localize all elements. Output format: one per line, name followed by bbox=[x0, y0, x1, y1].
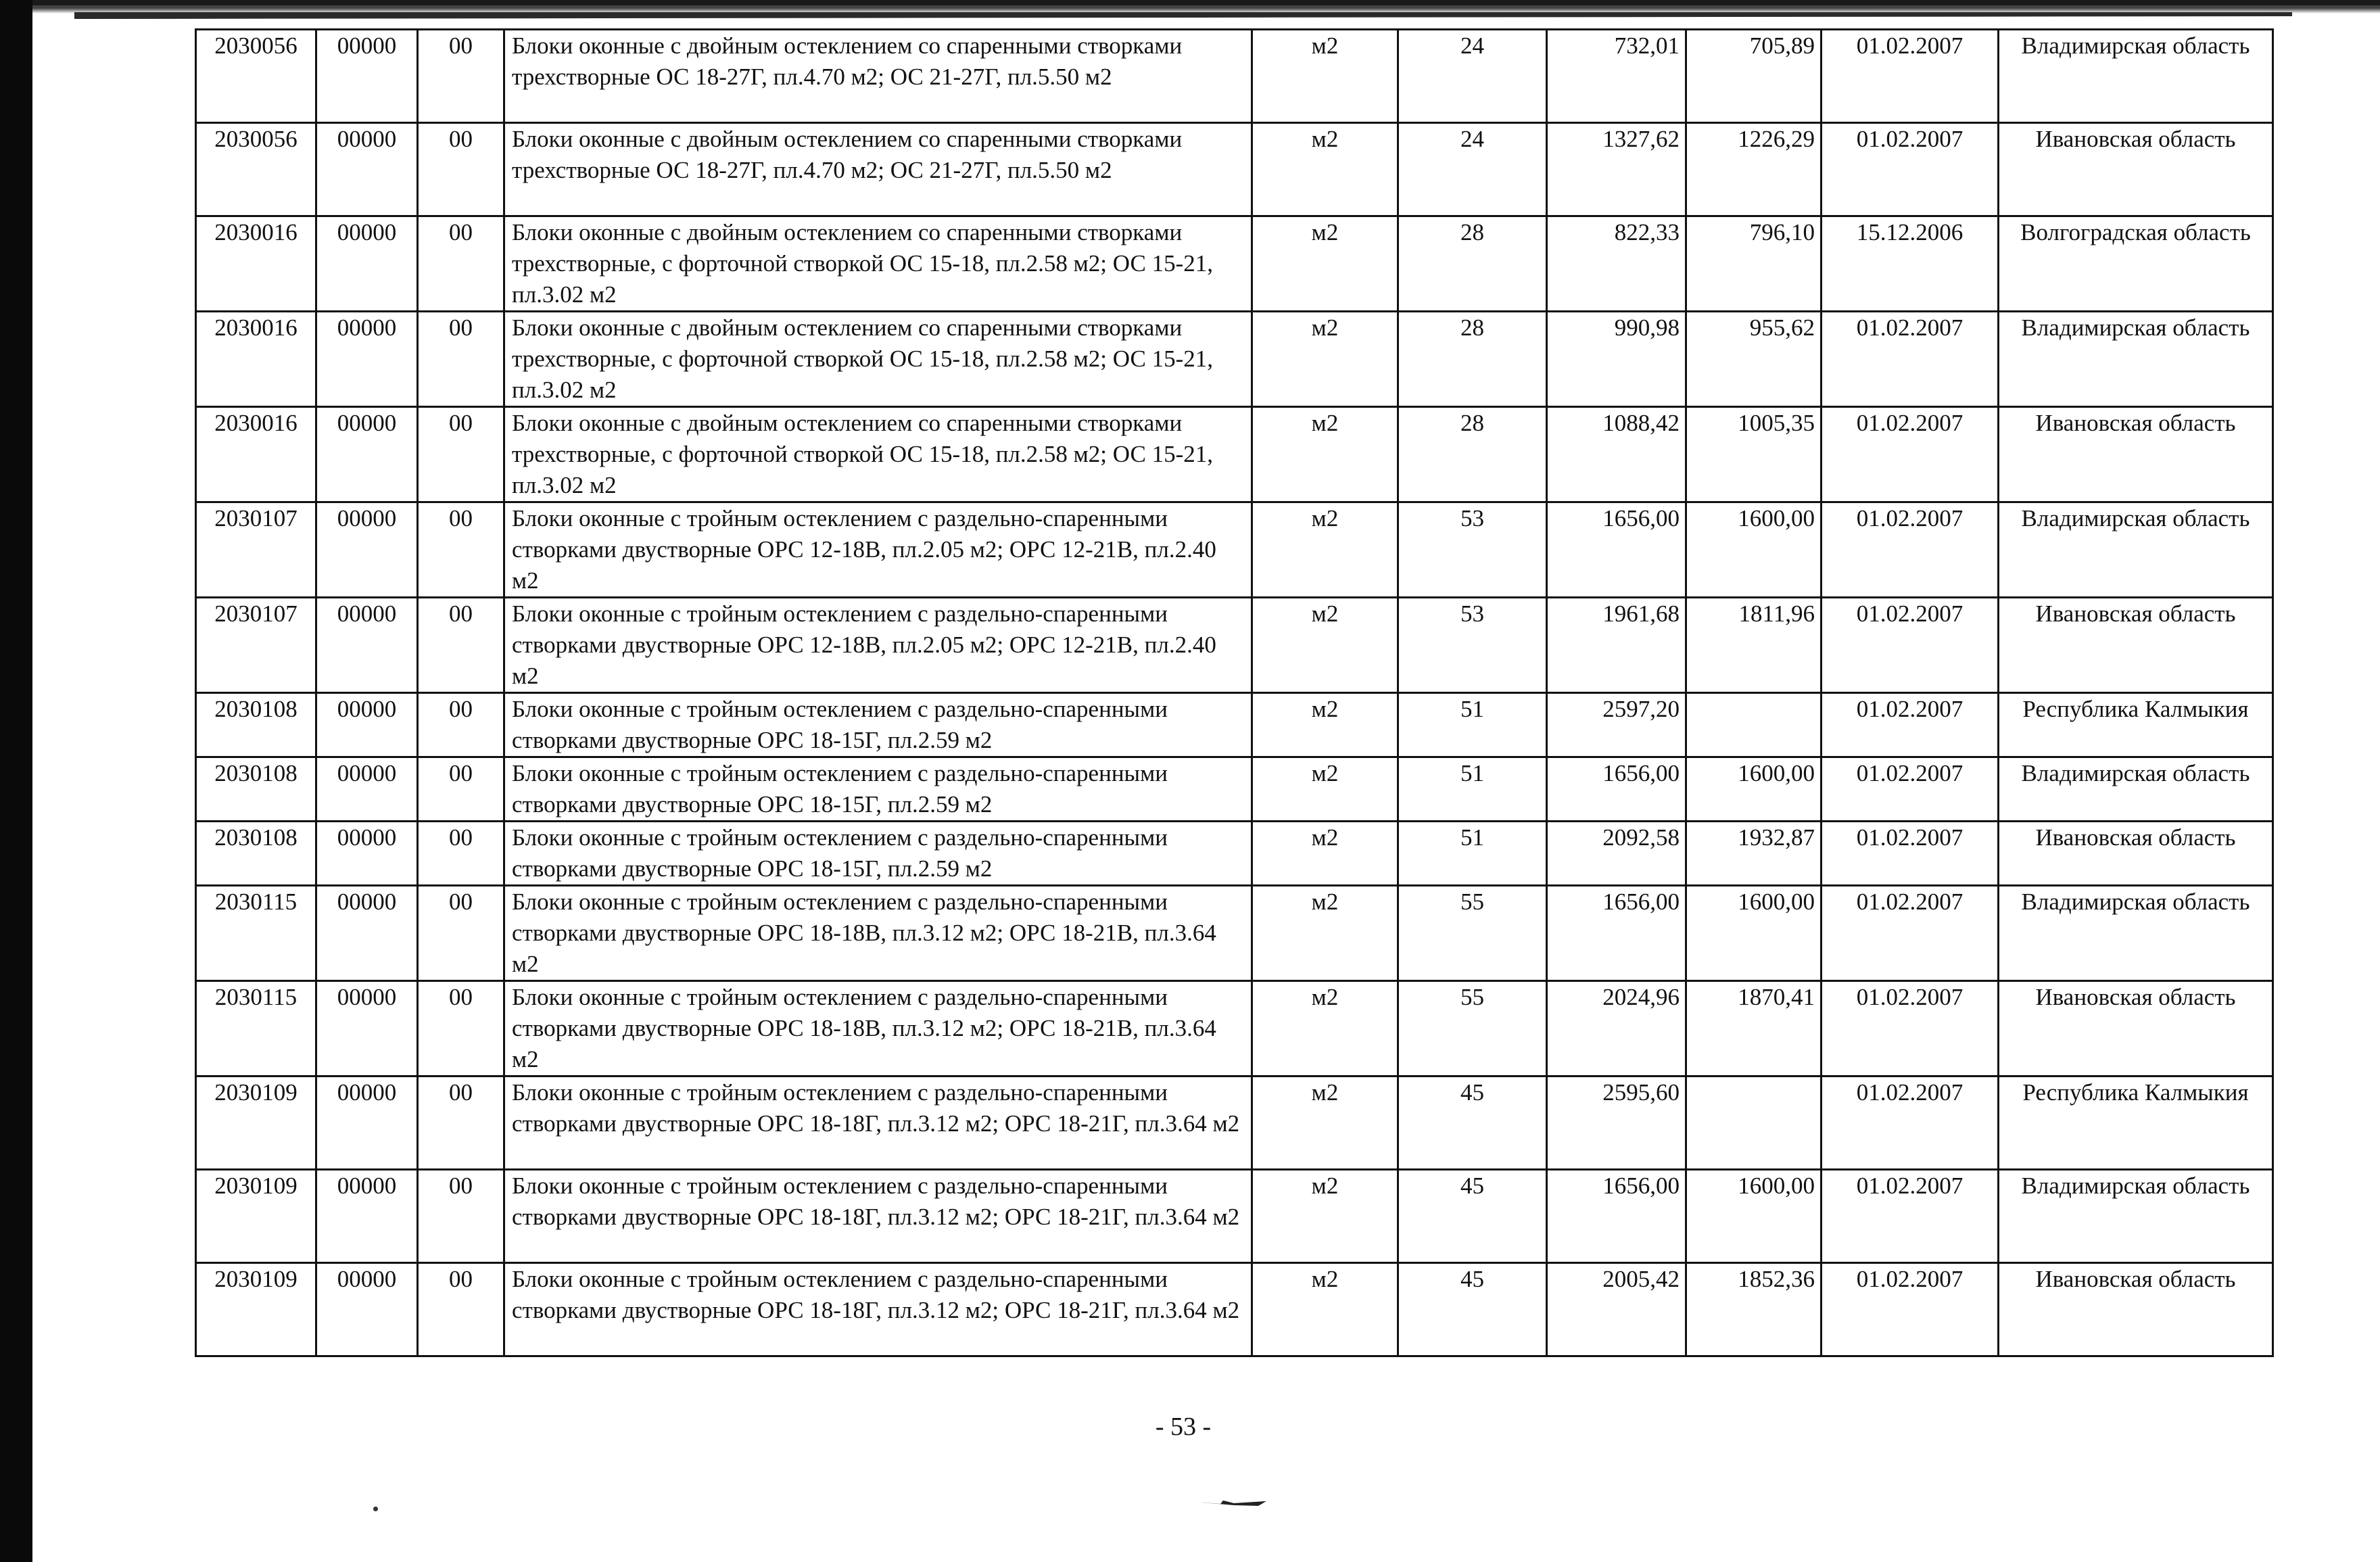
price-excl-cell bbox=[1686, 693, 1822, 757]
scan-artifact-dot bbox=[373, 1507, 378, 1511]
region-cell: Республика Калмыкия bbox=[1999, 1076, 2273, 1170]
item-code-cell: 2030016 bbox=[196, 312, 316, 407]
price-excl-cell: 796,10 bbox=[1686, 216, 1822, 312]
region-cell: Владимирская область bbox=[1999, 1170, 2273, 1263]
region-cell: Владимирская область bbox=[1999, 502, 2273, 598]
item-code-cell: 2030115 bbox=[196, 981, 316, 1076]
price-cell: 1656,00 bbox=[1547, 886, 1686, 981]
unit-cell: м2 bbox=[1252, 30, 1398, 123]
description-cell: Блоки оконные с двойным остеклением со спаренными створками трехстворные ОС 18-27Г, пл.4.70 м2; ОС 21-27Г, пл.5.50 м2 bbox=[504, 30, 1252, 123]
price-excl-cell: 705,89 bbox=[1686, 30, 1822, 123]
item-code-cell: 2030016 bbox=[196, 407, 316, 502]
description-cell: Блоки оконные с двойным остеклением со спаренными створками трехстворные, с форточной створкой ОС 15-18, пл.2.58 м2; ОС 15-21, пл.3.02 м2 bbox=[504, 216, 1252, 312]
region-cell: Ивановская область bbox=[1999, 981, 2273, 1076]
description-cell: Блоки оконные с двойным остеклением со спаренными створками трехстворные, с форточной створкой ОС 15-18, пл.2.58 м2; ОС 15-21, пл.3.02 м2 bbox=[504, 312, 1252, 407]
date-cell: 01.02.2007 bbox=[1822, 886, 1999, 981]
group-code-cell: 00 bbox=[418, 407, 504, 502]
description-cell: Блоки оконные с тройным остеклением с раздельно-спаренными створками двустворные ОРС 18-18В, пл.3.12 м2; ОРС 18-21В, пл.3.64 м2 bbox=[504, 981, 1252, 1076]
table-row bbox=[196, 981, 2273, 1076]
unit-cell: м2 bbox=[1252, 822, 1398, 886]
sub-code-cell: 00000 bbox=[316, 407, 418, 502]
quantity-cell: 45 bbox=[1398, 1076, 1547, 1170]
scan-artifact-mark bbox=[1193, 1498, 1268, 1507]
group-code-cell: 00 bbox=[418, 757, 504, 822]
unit-cell: м2 bbox=[1252, 216, 1398, 312]
price-cell: 1656,00 bbox=[1547, 757, 1686, 822]
table-row bbox=[196, 30, 2273, 123]
sub-code-cell: 00000 bbox=[316, 981, 418, 1076]
table-row bbox=[196, 1170, 2273, 1263]
table-row bbox=[196, 312, 2273, 407]
table-row bbox=[196, 886, 2273, 981]
group-code-cell: 00 bbox=[418, 1170, 504, 1263]
region-cell: Владимирская область bbox=[1999, 30, 2273, 123]
sub-code-cell: 00000 bbox=[316, 123, 418, 216]
date-cell: 15.12.2006 bbox=[1822, 216, 1999, 312]
price-excl-cell: 1600,00 bbox=[1686, 1170, 1822, 1263]
price-excl-cell: 1811,96 bbox=[1686, 598, 1822, 693]
price-cell: 822,33 bbox=[1547, 216, 1686, 312]
unit-cell: м2 bbox=[1252, 123, 1398, 216]
unit-cell: м2 bbox=[1252, 757, 1398, 822]
date-cell: 01.02.2007 bbox=[1822, 757, 1999, 822]
item-code-cell: 2030109 bbox=[196, 1263, 316, 1356]
group-code-cell: 00 bbox=[418, 123, 504, 216]
table-row bbox=[196, 407, 2273, 502]
table-row bbox=[196, 502, 2273, 598]
description-cell: Блоки оконные с тройным остеклением с раздельно-спаренными створками двустворные ОРС 12-18В, пл.2.05 м2; ОРС 12-21В, пл.2.40 м2 bbox=[504, 502, 1252, 598]
page-number: - 53 - bbox=[1155, 1413, 1212, 1441]
region-cell: Ивановская область bbox=[1999, 123, 2273, 216]
item-code-cell: 2030056 bbox=[196, 123, 316, 216]
unit-cell: м2 bbox=[1252, 693, 1398, 757]
price-excl-cell: 1600,00 bbox=[1686, 757, 1822, 822]
description-cell: Блоки оконные с тройным остеклением с раздельно-спаренными створками двустворные ОРС 18-15Г, пл.2.59 м2 bbox=[504, 693, 1252, 757]
unit-cell: м2 bbox=[1252, 1076, 1398, 1170]
quantity-cell: 53 bbox=[1398, 502, 1547, 598]
group-code-cell: 00 bbox=[418, 822, 504, 886]
price-table bbox=[195, 28, 2274, 1357]
quantity-cell: 55 bbox=[1398, 886, 1547, 981]
item-code-cell: 2030108 bbox=[196, 693, 316, 757]
region-cell: Владимирская область bbox=[1999, 886, 2273, 981]
group-code-cell: 00 bbox=[418, 886, 504, 981]
table-row bbox=[196, 1076, 2273, 1170]
sub-code-cell: 00000 bbox=[316, 886, 418, 981]
group-code-cell: 00 bbox=[418, 1076, 504, 1170]
date-cell: 01.02.2007 bbox=[1822, 598, 1999, 693]
date-cell: 01.02.2007 bbox=[1822, 822, 1999, 886]
price-excl-cell: 1852,36 bbox=[1686, 1263, 1822, 1356]
group-code-cell: 00 bbox=[418, 598, 504, 693]
group-code-cell: 00 bbox=[418, 981, 504, 1076]
region-cell: Ивановская область bbox=[1999, 407, 2273, 502]
sub-code-cell: 00000 bbox=[316, 1076, 418, 1170]
table-row bbox=[196, 1263, 2273, 1356]
quantity-cell: 51 bbox=[1398, 693, 1547, 757]
description-cell: Блоки оконные с тройным остеклением с раздельно-спаренными створками двустворные ОРС 18-18Г, пл.3.12 м2; ОРС 18-21Г, пл.3.64 м2 bbox=[504, 1076, 1252, 1170]
item-code-cell: 2030107 bbox=[196, 502, 316, 598]
sub-code-cell: 00000 bbox=[316, 1170, 418, 1263]
item-code-cell: 2030108 bbox=[196, 822, 316, 886]
table-row bbox=[196, 693, 2273, 757]
region-cell: Ивановская область bbox=[1999, 1263, 2273, 1356]
price-excl-cell: 1600,00 bbox=[1686, 502, 1822, 598]
date-cell: 01.02.2007 bbox=[1822, 30, 1999, 123]
description-cell: Блоки оконные с двойным остеклением со спаренными створками трехстворные ОС 18-27Г, пл.4.70 м2; ОС 21-27Г, пл.5.50 м2 bbox=[504, 123, 1252, 216]
sub-code-cell: 00000 bbox=[316, 312, 418, 407]
price-cell: 1088,42 bbox=[1547, 407, 1686, 502]
date-cell: 01.02.2007 bbox=[1822, 123, 1999, 216]
region-cell: Владимирская область bbox=[1999, 757, 2273, 822]
table-body bbox=[196, 30, 2273, 1356]
item-code-cell: 2030107 bbox=[196, 598, 316, 693]
sub-code-cell: 00000 bbox=[316, 757, 418, 822]
item-code-cell: 2030108 bbox=[196, 757, 316, 822]
table-row bbox=[196, 757, 2273, 822]
unit-cell: м2 bbox=[1252, 598, 1398, 693]
price-cell: 2092,58 bbox=[1547, 822, 1686, 886]
price-cell: 2595,60 bbox=[1547, 1076, 1686, 1170]
sub-code-cell: 00000 bbox=[316, 822, 418, 886]
quantity-cell: 28 bbox=[1398, 312, 1547, 407]
description-cell: Блоки оконные с тройным остеклением с раздельно-спаренными створками двустворные ОРС 18-18В, пл.3.12 м2; ОРС 18-21В, пл.3.64 м2 bbox=[504, 886, 1252, 981]
price-excl-cell: 955,62 bbox=[1686, 312, 1822, 407]
scan-border-left bbox=[0, 0, 32, 1562]
region-cell: Волгоградская область bbox=[1999, 216, 2273, 312]
region-cell: Ивановская область bbox=[1999, 822, 2273, 886]
price-excl-cell: 1870,41 bbox=[1686, 981, 1822, 1076]
quantity-cell: 53 bbox=[1398, 598, 1547, 693]
description-cell: Блоки оконные с двойным остеклением со спаренными створками трехстворные, с форточной створкой ОС 15-18, пл.2.58 м2; ОС 15-21, пл.3.02 м2 bbox=[504, 407, 1252, 502]
unit-cell: м2 bbox=[1252, 1170, 1398, 1263]
price-cell: 1656,00 bbox=[1547, 502, 1686, 598]
date-cell: 01.02.2007 bbox=[1822, 407, 1999, 502]
item-code-cell: 2030056 bbox=[196, 30, 316, 123]
table-row bbox=[196, 216, 2273, 312]
sub-code-cell: 00000 bbox=[316, 216, 418, 312]
price-excl-cell: 1932,87 bbox=[1686, 822, 1822, 886]
sub-code-cell: 00000 bbox=[316, 30, 418, 123]
price-excl-cell: 1600,00 bbox=[1686, 886, 1822, 981]
quantity-cell: 28 bbox=[1398, 407, 1547, 502]
unit-cell: м2 bbox=[1252, 981, 1398, 1076]
scan-border-top bbox=[32, 0, 2380, 14]
date-cell: 01.02.2007 bbox=[1822, 1170, 1999, 1263]
unit-cell: м2 bbox=[1252, 886, 1398, 981]
description-cell: Блоки оконные с тройным остеклением с раздельно-спаренными створками двустворные ОРС 18-18Г, пл.3.12 м2; ОРС 18-21Г, пл.3.64 м2 bbox=[504, 1263, 1252, 1356]
description-cell: Блоки оконные с тройным остеклением с раздельно-спаренными створками двустворные ОРС 18-15Г, пл.2.59 м2 bbox=[504, 822, 1252, 886]
quantity-cell: 45 bbox=[1398, 1263, 1547, 1356]
quantity-cell: 24 bbox=[1398, 30, 1547, 123]
sub-code-cell: 00000 bbox=[316, 502, 418, 598]
item-code-cell: 2030016 bbox=[196, 216, 316, 312]
price-excl-cell: 1226,29 bbox=[1686, 123, 1822, 216]
price-cell: 1327,62 bbox=[1547, 123, 1686, 216]
unit-cell: м2 bbox=[1252, 407, 1398, 502]
group-code-cell: 00 bbox=[418, 216, 504, 312]
price-cell: 2597,20 bbox=[1547, 693, 1686, 757]
price-cell: 732,01 bbox=[1547, 30, 1686, 123]
price-cell: 2024,96 bbox=[1547, 981, 1686, 1076]
date-cell: 01.02.2007 bbox=[1822, 1076, 1999, 1170]
date-cell: 01.02.2007 bbox=[1822, 502, 1999, 598]
sub-code-cell: 00000 bbox=[316, 1263, 418, 1356]
item-code-cell: 2030109 bbox=[196, 1076, 316, 1170]
description-cell: Блоки оконные с тройным остеклением с раздельно-спаренными створками двустворные ОРС 18-15Г, пл.2.59 м2 bbox=[504, 757, 1252, 822]
date-cell: 01.02.2007 bbox=[1822, 312, 1999, 407]
region-cell: Владимирская область bbox=[1999, 312, 2273, 407]
unit-cell: м2 bbox=[1252, 502, 1398, 598]
quantity-cell: 51 bbox=[1398, 822, 1547, 886]
group-code-cell: 00 bbox=[418, 1263, 504, 1356]
group-code-cell: 00 bbox=[418, 502, 504, 598]
quantity-cell: 45 bbox=[1398, 1170, 1547, 1263]
price-cell: 1656,00 bbox=[1547, 1170, 1686, 1263]
description-cell: Блоки оконные с тройным остеклением с раздельно-спаренными створками двустворные ОРС 18-18Г, пл.3.12 м2; ОРС 18-21Г, пл.3.64 м2 bbox=[504, 1170, 1252, 1263]
item-code-cell: 2030109 bbox=[196, 1170, 316, 1263]
price-excl-cell: 1005,35 bbox=[1686, 407, 1822, 502]
item-code-cell: 2030115 bbox=[196, 886, 316, 981]
date-cell: 01.02.2007 bbox=[1822, 1263, 1999, 1356]
price-cell: 990,98 bbox=[1547, 312, 1686, 407]
region-cell: Ивановская область bbox=[1999, 598, 2273, 693]
group-code-cell: 00 bbox=[418, 693, 504, 757]
quantity-cell: 51 bbox=[1398, 757, 1547, 822]
group-code-cell: 00 bbox=[418, 312, 504, 407]
table-row bbox=[196, 598, 2273, 693]
date-cell: 01.02.2007 bbox=[1822, 693, 1999, 757]
unit-cell: м2 bbox=[1252, 1263, 1398, 1356]
description-cell: Блоки оконные с тройным остеклением с раздельно-спаренными створками двустворные ОРС 12-18В, пл.2.05 м2; ОРС 12-21В, пл.2.40 м2 bbox=[504, 598, 1252, 693]
unit-cell: м2 bbox=[1252, 312, 1398, 407]
quantity-cell: 28 bbox=[1398, 216, 1547, 312]
quantity-cell: 55 bbox=[1398, 981, 1547, 1076]
region-cell: Республика Калмыкия bbox=[1999, 693, 2273, 757]
sub-code-cell: 00000 bbox=[316, 598, 418, 693]
price-cell: 2005,42 bbox=[1547, 1263, 1686, 1356]
price-cell: 1961,68 bbox=[1547, 598, 1686, 693]
scan-border-top-shadow bbox=[74, 12, 2292, 19]
group-code-cell: 00 bbox=[418, 30, 504, 123]
table-row bbox=[196, 123, 2273, 216]
date-cell: 01.02.2007 bbox=[1822, 981, 1999, 1076]
sub-code-cell: 00000 bbox=[316, 693, 418, 757]
table-row bbox=[196, 822, 2273, 886]
price-excl-cell bbox=[1686, 1076, 1822, 1170]
quantity-cell: 24 bbox=[1398, 123, 1547, 216]
